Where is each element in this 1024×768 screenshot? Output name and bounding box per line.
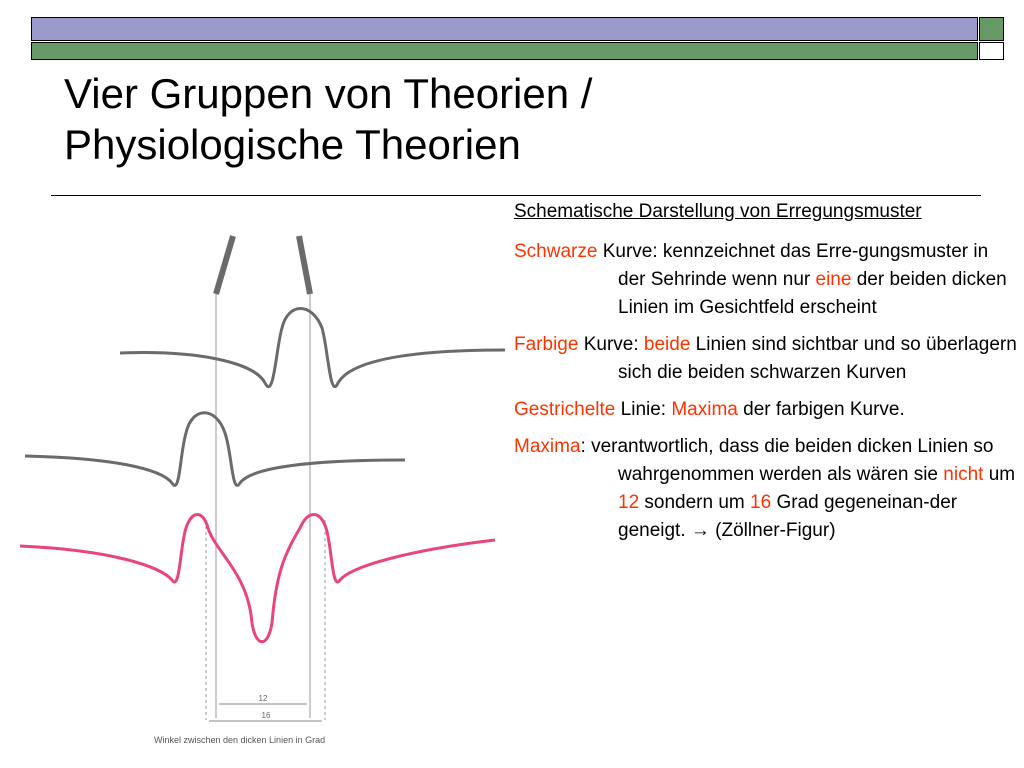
header-square-white <box>979 42 1004 60</box>
text-segment: (Zöllner-Figur) <box>709 520 836 541</box>
text-segment: Grad gegeneinan-der geneigt. <box>618 492 958 541</box>
explanation-heading: Schematische Darstellung von Erregungsmuster <box>514 201 922 222</box>
title-line-2: Physiologische Theorien <box>64 121 521 168</box>
text-segment: um <box>983 464 1016 485</box>
tick-label-12: 12 <box>258 694 268 703</box>
text-segment: der beiden dicken Linien im Gesichtfeld erscheint <box>618 269 1007 318</box>
text-segment: Linien sind sichtbar und so überlagern sich die beiden schwarzen Kurven <box>618 334 1017 383</box>
thick-line-left <box>216 236 233 294</box>
term-schwarze: Schwarze <box>514 241 598 262</box>
header-square-green <box>979 17 1004 41</box>
value-12: 12 <box>618 492 640 513</box>
black-curve-left-line <box>25 413 405 486</box>
figure-caption: Winkel zwischen den dicken Linien in Grad <box>154 735 326 745</box>
excitation-pattern-figure <box>20 228 510 753</box>
text-segment: Kurve: <box>578 334 644 355</box>
text-segment: Linie: <box>615 399 672 420</box>
term-nicht: nicht <box>943 464 984 485</box>
thick-line-right <box>299 236 310 294</box>
colored-curve <box>20 515 495 642</box>
term-maxima: Maxima <box>514 436 581 457</box>
term-beide: beide <box>643 334 691 355</box>
title-line-1: Vier Gruppen von Theorien / <box>64 70 593 117</box>
explanation-text <box>514 198 1019 554</box>
paragraph-maxima <box>514 433 1019 545</box>
text-segment: der farbigen Kurve. <box>737 399 905 420</box>
paragraph-black-curve <box>514 238 1019 322</box>
term-farbige: Farbige <box>514 334 579 355</box>
term-maxima: Maxima <box>671 399 738 420</box>
term-eine: eine <box>815 269 852 290</box>
arrow-right-icon: → <box>690 520 710 541</box>
tick-label-16: 16 <box>261 711 271 720</box>
value-16: 16 <box>750 492 772 513</box>
header-bar-green <box>31 42 978 60</box>
term-gestrichelte: Gestrichelte <box>514 399 616 420</box>
title-divider <box>51 195 981 196</box>
text-segment: sondern um <box>639 492 751 513</box>
black-curve-right-line <box>120 309 505 387</box>
paragraph-dashed-line <box>514 396 1019 424</box>
paragraph-colored-curve <box>514 331 1019 387</box>
header-bar-blue <box>31 17 978 41</box>
slide-title <box>64 68 964 170</box>
text-segment: Kurve: kennzeichnet das Erre-gungsmuster in der Sehrinde wenn nur <box>597 241 989 290</box>
text-segment: : verantwortlich, dass die beiden dicken Linien so wahrgenommen werden als wären sie <box>580 436 994 485</box>
